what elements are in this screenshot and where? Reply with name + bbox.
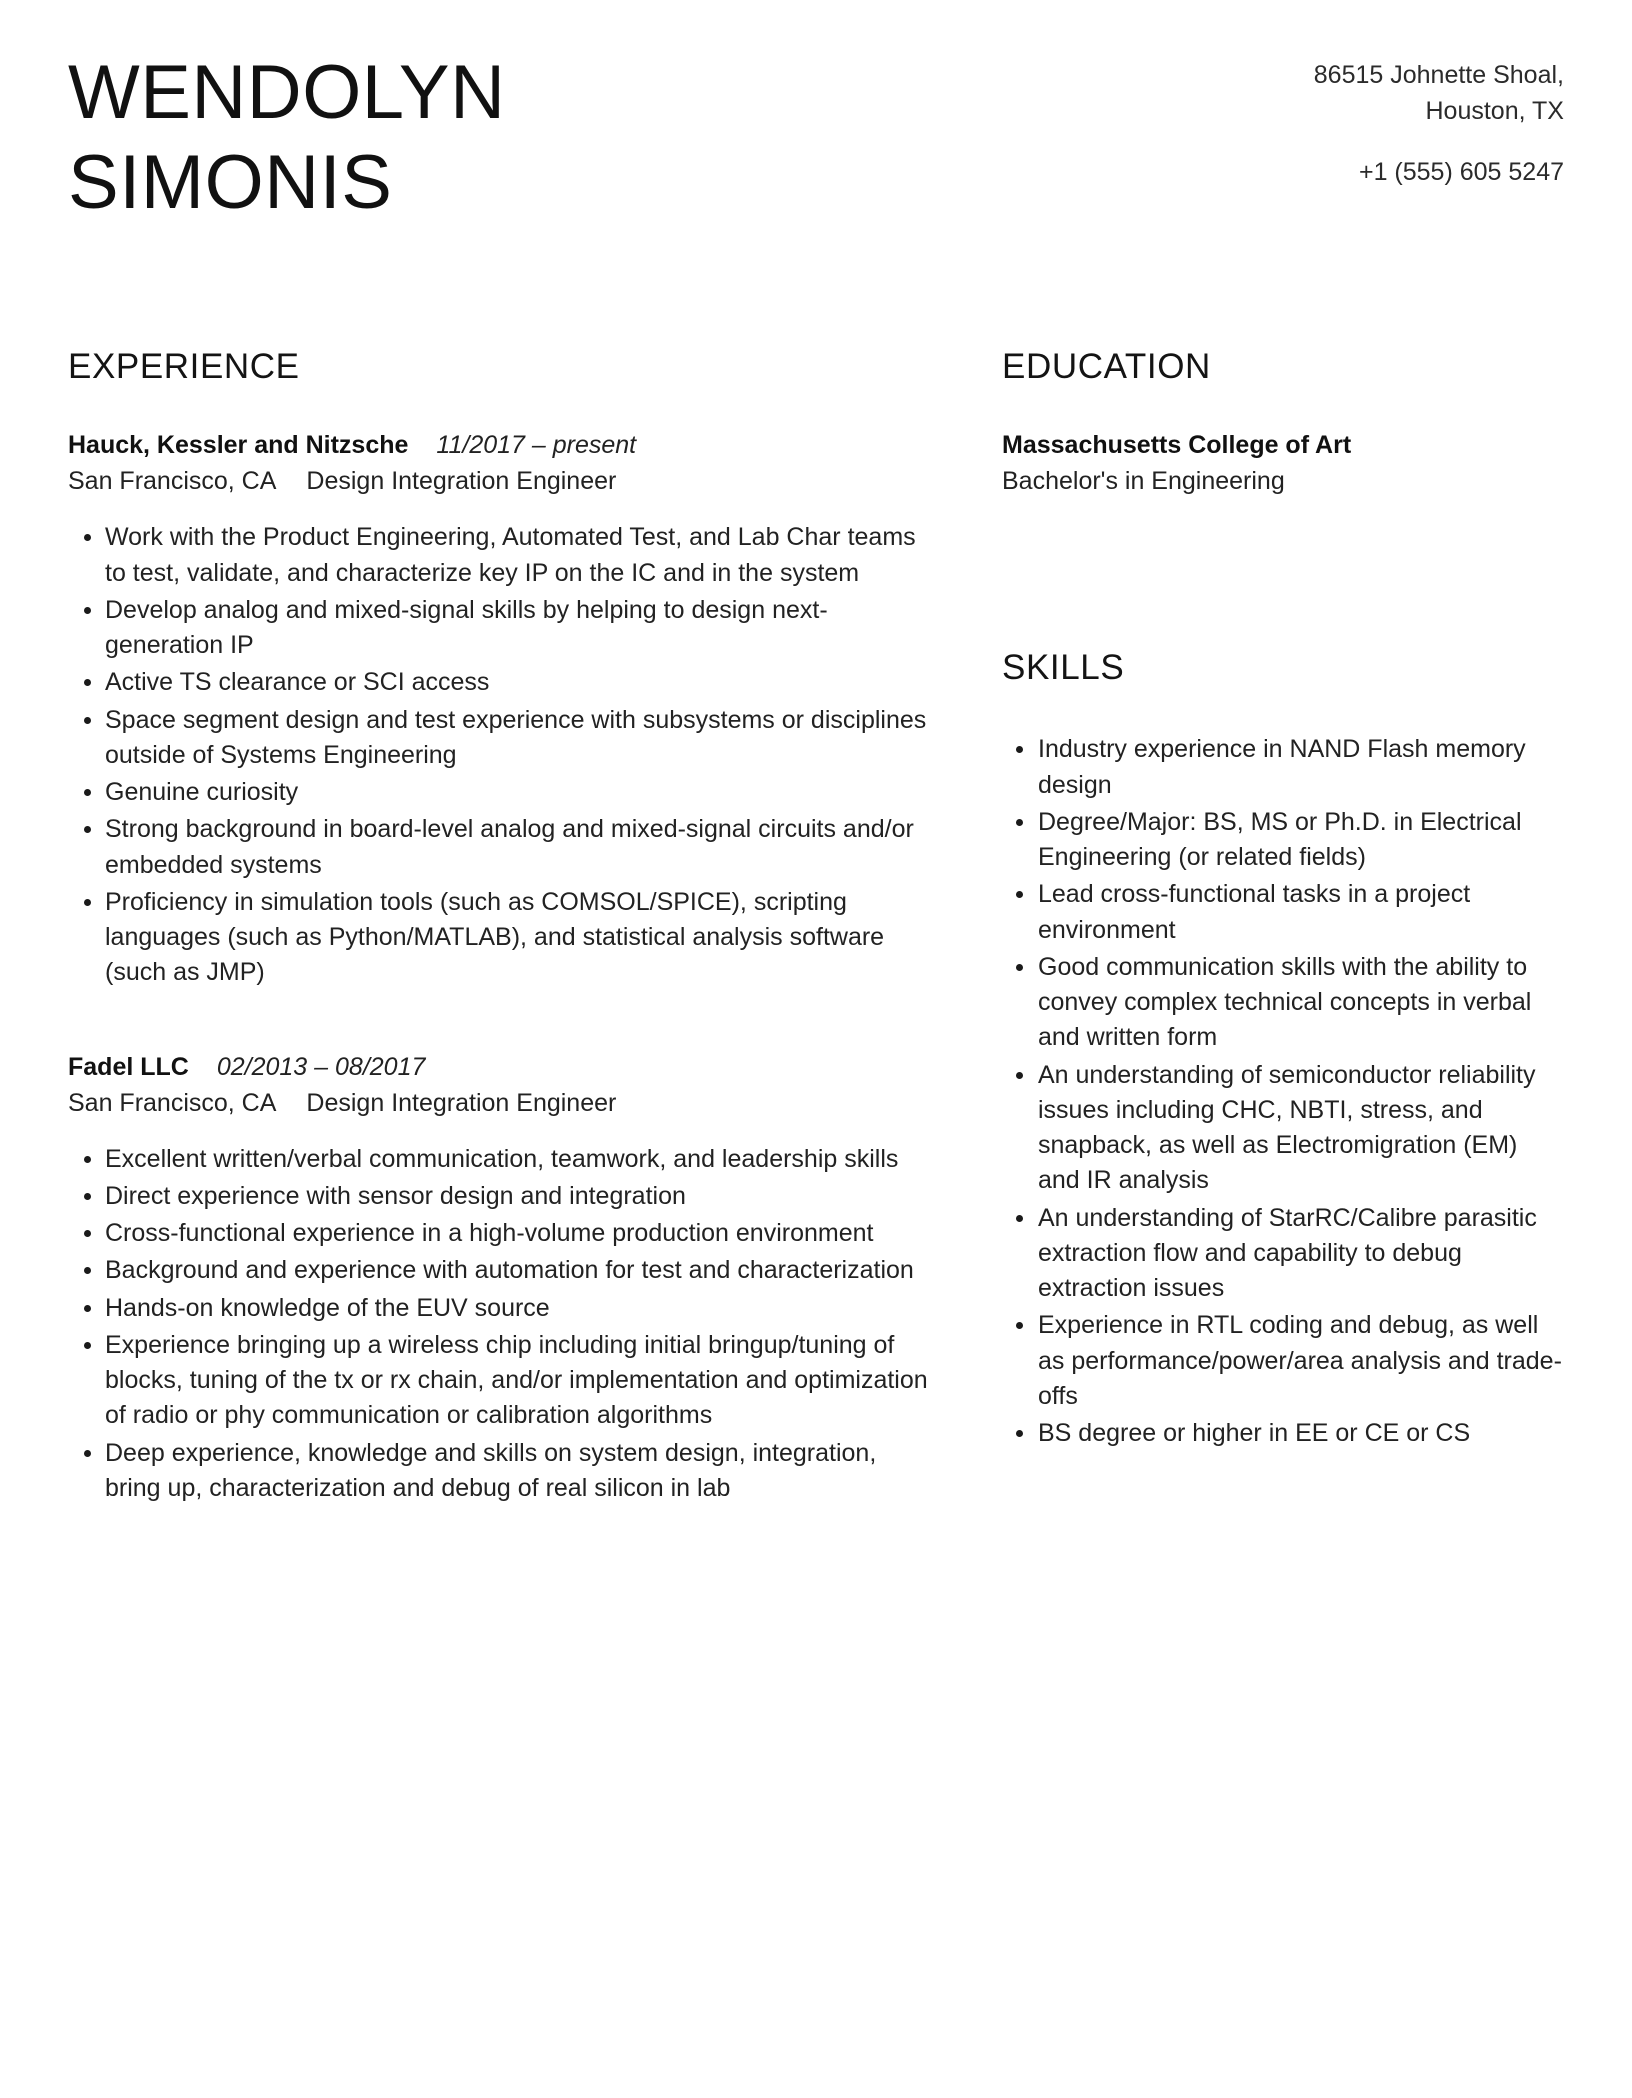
contact-phone: +1 (555) 605 5247 [1358,158,1564,186]
experience-bullet-list [68,1142,938,1507]
list-item: Background and experience with automation for test and characterization [68,1253,938,1288]
list-item: Space segment design and test experience with subsystems or disciplines outside of Systems Engineering [68,703,938,774]
experience-entry-subheading [68,1089,938,1118]
experience-entry [68,431,938,990]
education-entry-heading [1002,431,1564,460]
contact-address-line1: 86515 Johnette Shoal, [1313,61,1564,89]
list-item: Excellent written/verbal communication, teamwork, and leadership skills [68,1142,938,1177]
list-item: Cross-functional experience in a high-volume production environment [68,1216,938,1251]
list-item: BS degree or higher in EE or CE or CS [1002,1416,1564,1451]
section-title-education: EDUCATION [1002,347,1211,387]
list-item: Work with the Product Engineering, Automated Test, and Lab Char teams to test, validate, and characterize key IP on the IC and in the system [68,520,938,591]
contact-address-line2: Houston, TX [1425,96,1564,125]
contact-info [1314,48,1564,191]
list-item: An understanding of StarRC/Calibre parasitic extraction flow and capability to debug extraction issues [1002,1201,1564,1307]
job-location: San Francisco, CA [68,1088,277,1117]
list-item: Lead cross-functional tasks in a project environment [1002,877,1564,948]
left-column [68,347,938,1516]
list-item: Good communication skills with the ability to convey complex technical concepts in verbal and written form [1002,950,1564,1056]
job-title: Design Integration Engineer [306,467,617,496]
experience-entry-heading [68,1053,938,1082]
company-name: Fadel LLC [68,1052,189,1081]
list-item: Active TS clearance or SCI access [68,665,938,700]
experience-entry-subheading [68,467,938,496]
company-name: Hauck, Kessler and Nitzsche [68,431,409,460]
skills-bullet-list [1002,732,1564,1451]
candidate-first-name: WENDOLYN [68,50,506,135]
list-item: Experience bringing up a wireless chip including initial bringup/tuning of blocks, tuning of the tx or rx chain, and/or implementation and optimization of radio or phy communication or calibration algorithms [68,1328,938,1434]
list-item: An understanding of semiconductor reliability issues including CHC, NBTI, stress, and snapback, as well as Electromigration (EM) and IR analysis [1002,1058,1564,1199]
list-item: Industry experience in NAND Flash memory design [1002,732,1564,803]
employment-dates: 02/2013 – 08/2017 [216,1052,426,1081]
list-item: Strong background in board-level analog and mixed-signal circuits and/or embedded systems [68,812,938,883]
resume-body [0,347,1632,1516]
list-item: Hands-on knowledge of the EUV source [68,1291,938,1326]
list-item: Deep experience, knowledge and skills on system design, integration, bring up, characterization and debug of real silicon in lab [68,1436,938,1507]
section-title-skills: SKILLS [1002,648,1125,688]
experience-entry-heading [68,431,938,460]
experience-entry [68,1053,938,1507]
employment-dates: 11/2017 – present [436,431,637,460]
list-item: Degree/Major: BS, MS or Ph.D. in Electrical Engineering (or related fields) [1002,805,1564,876]
list-item: Genuine curiosity [68,775,938,810]
education-entry [1002,431,1564,496]
job-title: Design Integration Engineer [306,1088,617,1117]
candidate-last-name: SIMONIS [68,139,393,225]
candidate-name [68,48,506,227]
school-name: Massachusetts College of Art [1002,431,1352,460]
experience-bullet-list [68,520,938,990]
section-title-experience: EXPERIENCE [68,347,300,387]
resume-header [0,0,1632,227]
right-column [1002,347,1564,1453]
degree-name: Bachelor's in Engineering [1002,467,1285,496]
job-location: San Francisco, CA [68,467,277,496]
list-item: Direct experience with sensor design and integration [68,1179,938,1214]
list-item: Experience in RTL coding and debug, as well as performance/power/area analysis and trade-offs [1002,1308,1564,1414]
list-item: Proficiency in simulation tools (such as COMSOL/SPICE), scripting languages (such as Python/MATLAB), and statistical analysis software (such as JMP) [68,885,938,991]
list-item: Develop analog and mixed-signal skills by helping to design next-generation IP [68,593,938,664]
